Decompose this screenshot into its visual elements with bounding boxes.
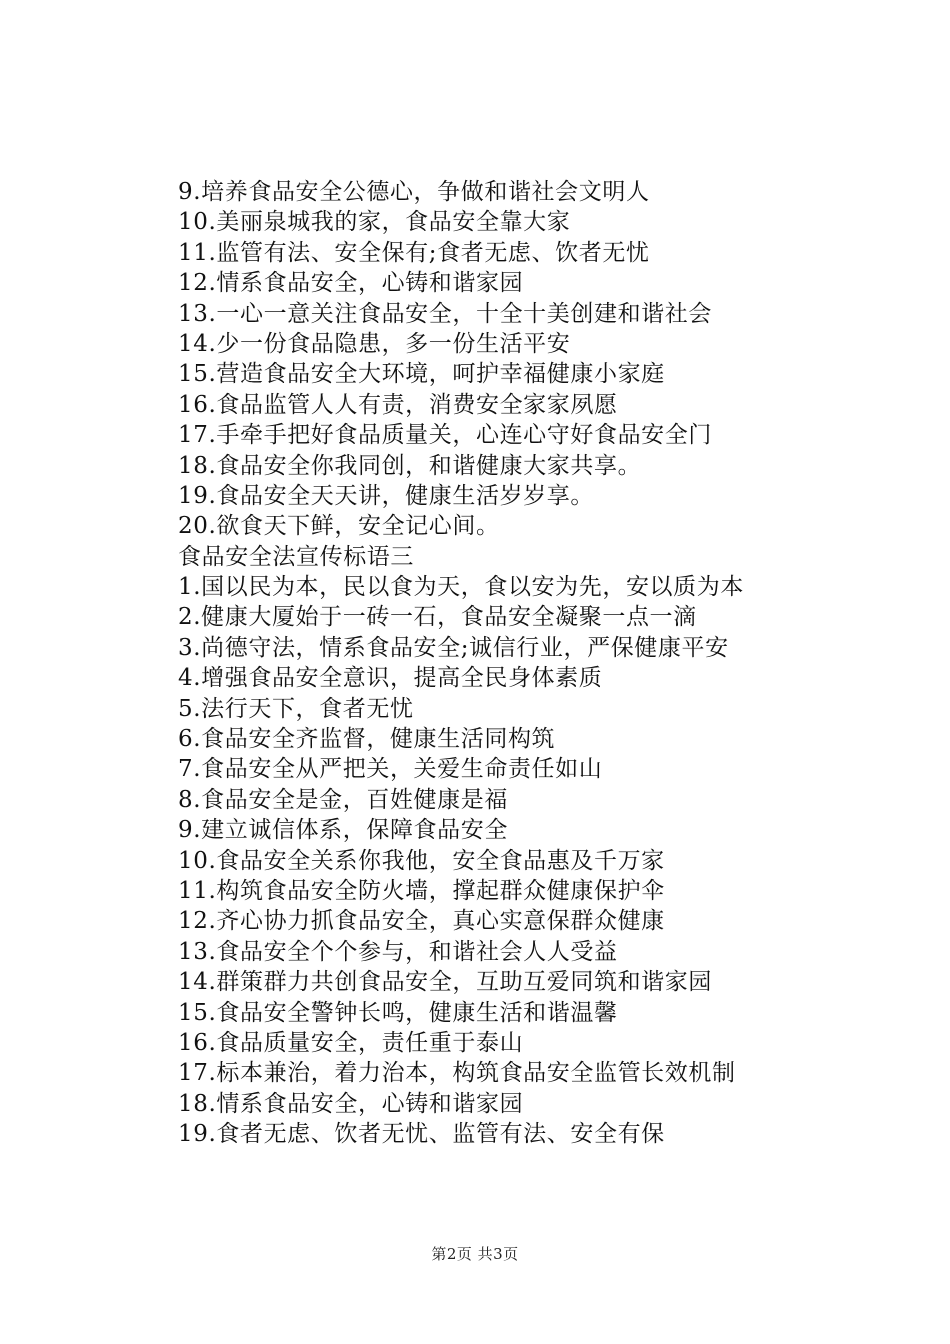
text-line: 17.标本兼治，着力治本，构筑食品安全监管长效机制: [178, 1060, 736, 1087]
text-line: 13.食品安全个个参与，和谐社会人人受益: [178, 938, 618, 965]
text-line: 11.监管有法、安全保有;食者无虑、饮者无忧: [178, 239, 650, 266]
page-footer: 第2页 共3页: [431, 1245, 519, 1263]
text-line: 18.情系食品安全，心铸和谐家园: [178, 1090, 524, 1117]
text-line: 17.手牵手把好食品质量关，心连心守好食品安全门: [178, 422, 712, 449]
text-line: 19.食者无虑、饮者无忧、监管有法、安全有保: [178, 1121, 665, 1148]
text-line: 12.齐心协力抓食品安全，真心实意保群众健康: [178, 908, 665, 935]
text-line: 6.食品安全齐监督，健康生活同构筑: [178, 726, 556, 753]
text-line: 食品安全法宣传标语三: [178, 543, 414, 570]
text-line: 15.食品安全警钟长鸣，健康生活和谐温馨: [178, 999, 618, 1026]
text-line: 14.群策群力共创食品安全，互助互爱同筑和谐家园: [178, 969, 712, 996]
text-line: 9.培养食品安全公德心，争做和谐社会文明人: [178, 179, 650, 205]
text-line: 3.尚德守法，情系食品安全;诚信行业，严保健康平安: [178, 634, 729, 661]
text-line: 20.欲食天下鲜，安全记心间。: [178, 513, 500, 540]
text-line: 11.构筑食品安全防火墙，撑起群众健康保护伞: [178, 877, 665, 904]
slogan-list: [178, 177, 818, 1150]
text-line: 15.营造食品安全大环境，呵护幸福健康小家庭: [178, 361, 665, 388]
text-line: 4.增强食品安全意识，提高全民身体素质: [178, 665, 603, 692]
text-line: 7.食品安全从严把关，关爱生命责任如山: [178, 756, 603, 783]
text-line: 14.少一份食品隐患，多一份生活平安: [178, 330, 571, 357]
text-line: 8.食品安全是金，百姓健康是福: [178, 786, 508, 813]
text-line: 18.食品安全你我同创，和谐健康大家共享。: [178, 452, 642, 479]
text-line: 19.食品安全天天讲，健康生活岁岁享。: [178, 482, 594, 509]
text-line: 16.食品质量安全，责任重于泰山: [178, 1029, 524, 1056]
text-line: 16.食品监管人人有责，消费安全家家夙愿: [178, 391, 618, 418]
text-line: 9.建立诚信体系，保障食品安全: [178, 817, 508, 844]
text-line: 5.法行天下，食者无忧: [178, 695, 414, 722]
text-line: 13.一心一意关注食品安全，十全十美创建和谐社会: [178, 300, 712, 327]
text-line: 10.食品安全关系你我他，安全食品惠及千万家: [178, 847, 665, 874]
text-line: 1.国以民为本，民以食为天，食以安为先，安以质为本: [178, 574, 744, 601]
text-line: 12.情系食品安全，心铸和谐家园: [178, 270, 524, 297]
text-line: 10.美丽泉城我的家，食品安全靠大家: [178, 209, 571, 236]
text-line: 2.健康大厦始于一砖一石，食品安全凝聚一点一滴: [178, 604, 697, 631]
